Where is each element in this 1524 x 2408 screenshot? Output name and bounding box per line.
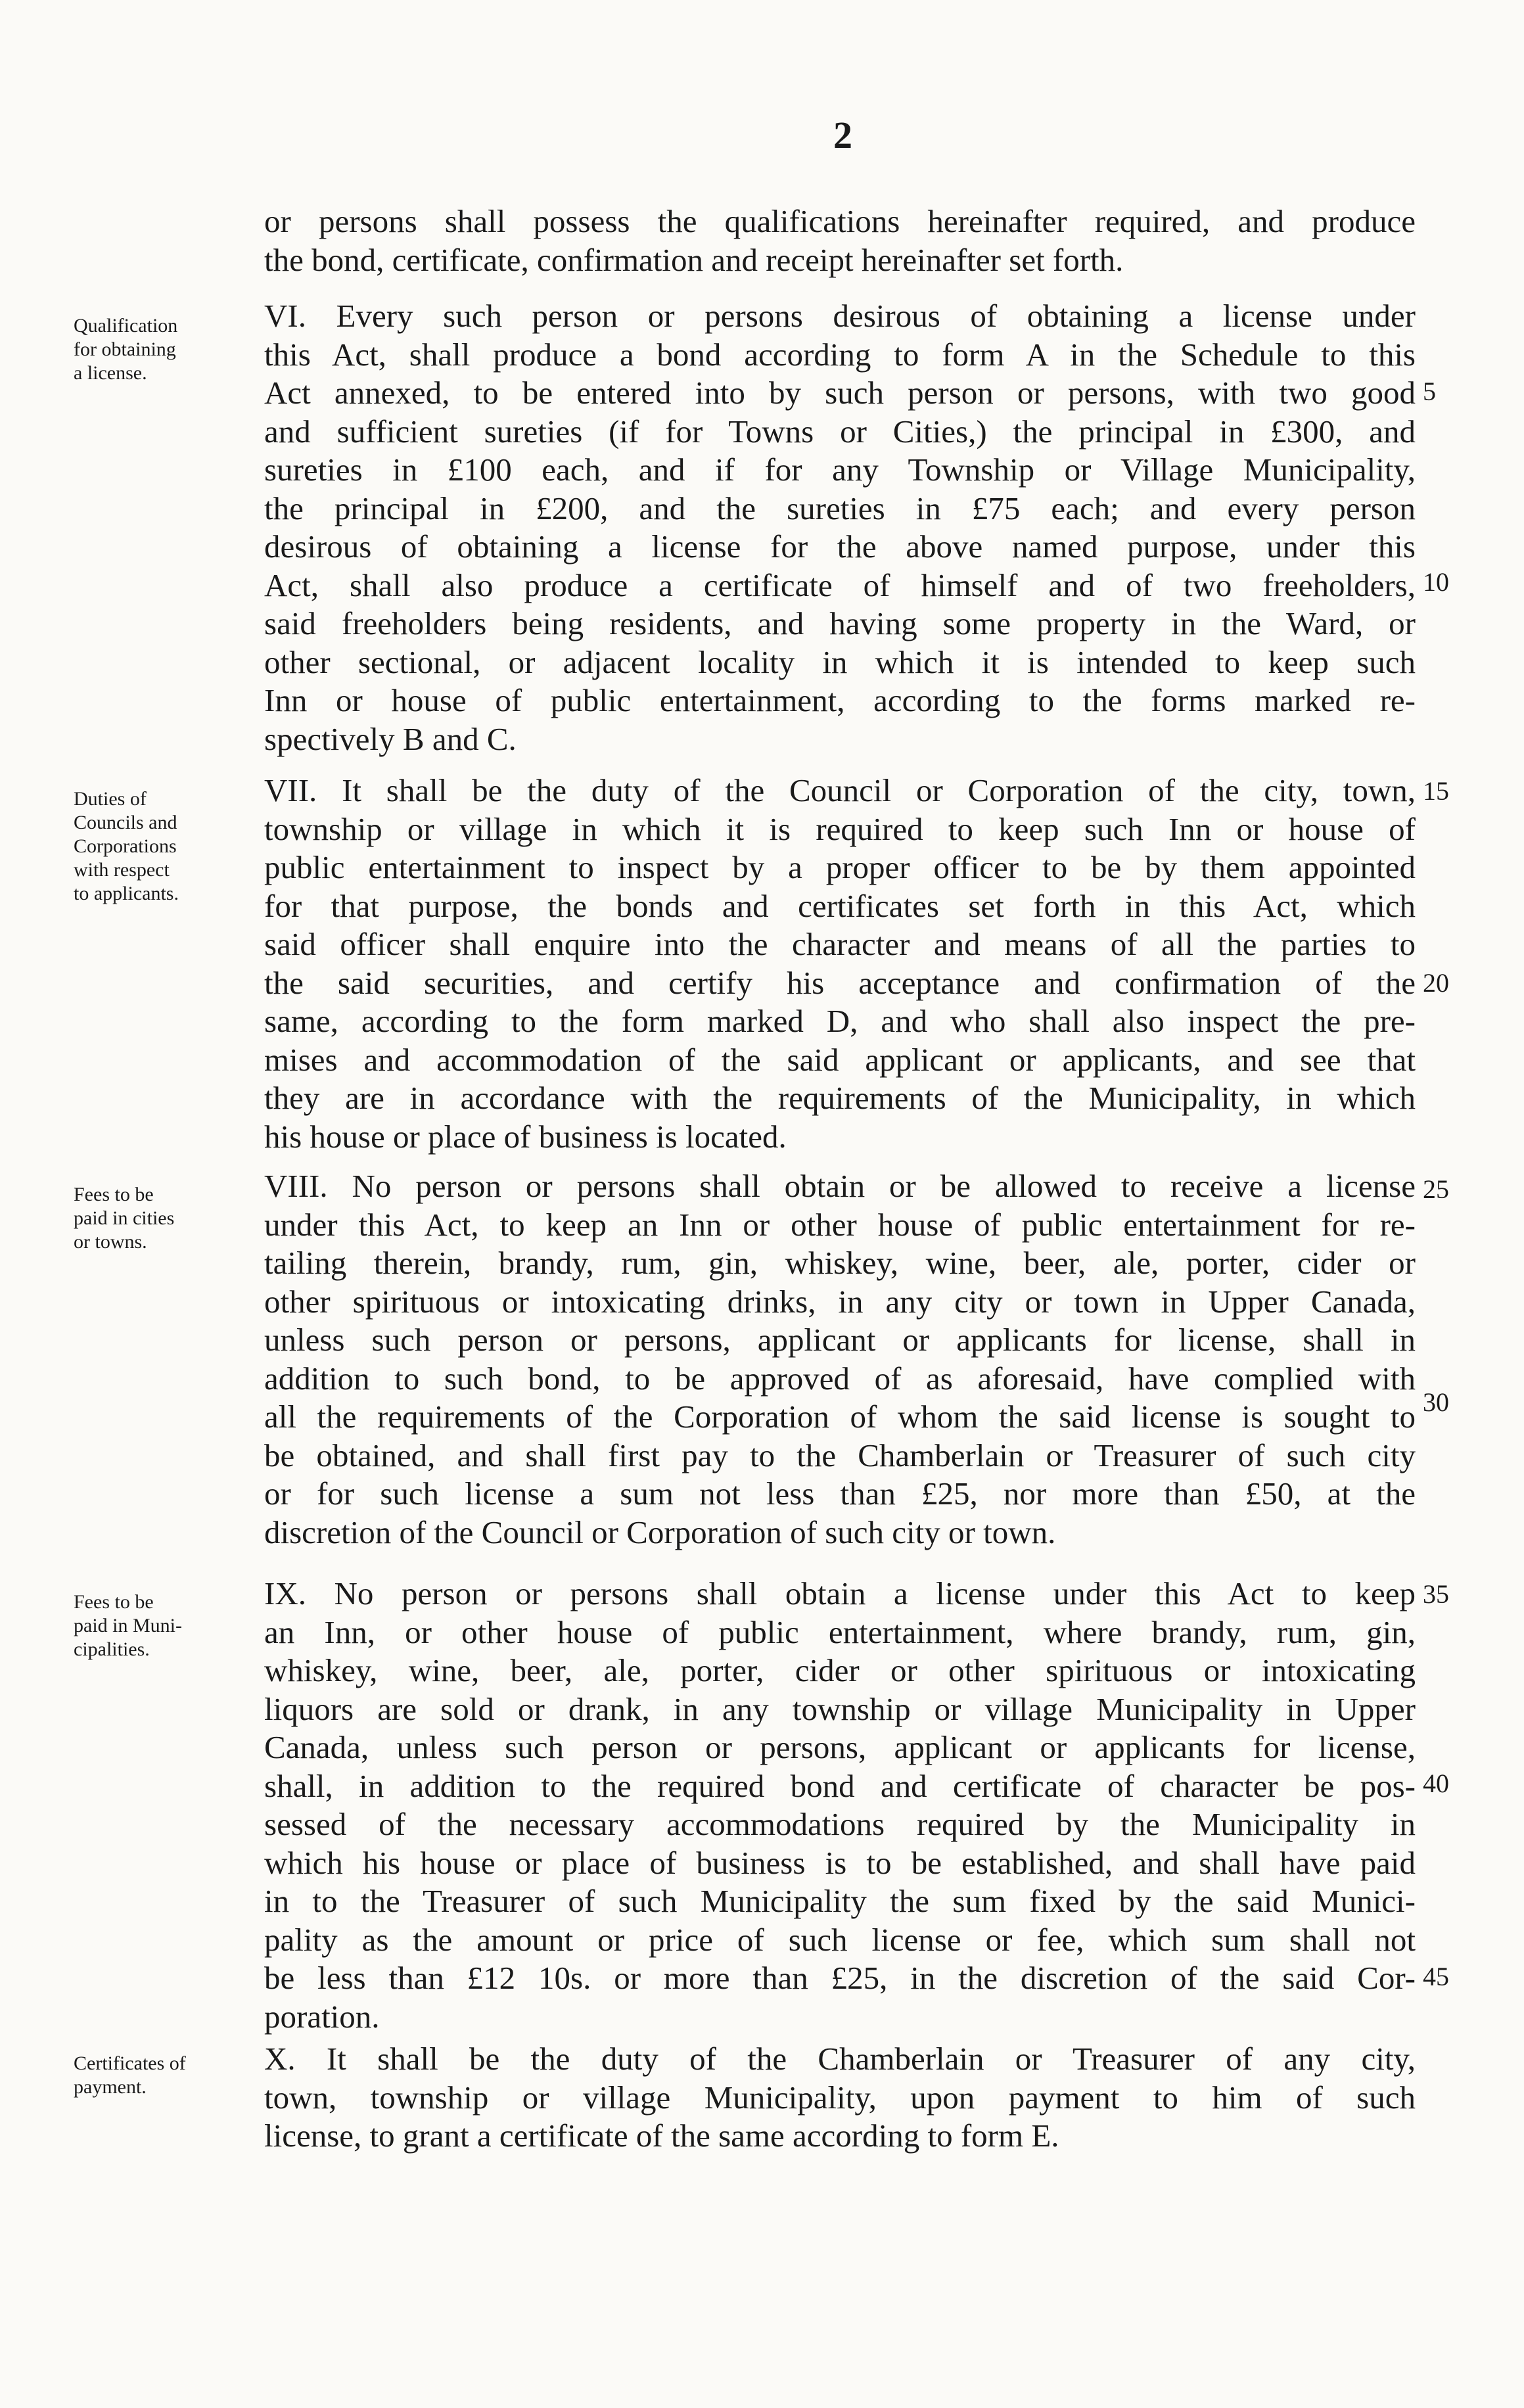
margin-note-line: cipalities. (74, 1638, 150, 1660)
section-vi-paragraph (264, 297, 1416, 758)
margin-note-line: Fees to be (74, 1184, 154, 1205)
margin-note-line: paid in cities (74, 1207, 175, 1229)
margin-note-line: Duties of (74, 788, 147, 810)
text-line: license, to grant a certificate of the same according to form E. (264, 2118, 1059, 2154)
margin-note-line: Qualification (74, 315, 178, 336)
section-viii-paragraph (264, 1167, 1416, 1552)
margin-note-duties (74, 787, 264, 906)
text-line: Inn or house of public entertainment, according to the forms marked re- (264, 682, 1416, 718)
text-line: which his house or place of business is to be established, and shall have paid (264, 1844, 1416, 1881)
text-line: for that purpose, the bonds and certificates set forth in this Act, which (264, 887, 1416, 924)
text-line: all the requirements of the Corporation of whom the said license is sought to (264, 1399, 1416, 1435)
text-line: they are in accordance with the requirements of the Municipality, in which (264, 1080, 1416, 1116)
line-number: 40 (1423, 1769, 1449, 1798)
margin-note-line: a license. (74, 362, 147, 384)
text-line: under this Act, to keep an Inn or other house of public entertainment for re- (264, 1206, 1416, 1243)
section-ix-paragraph (264, 1575, 1416, 2036)
line-number: 30 (1423, 1387, 1449, 1417)
margin-note-line: with respect (74, 859, 170, 881)
margin-note-line: paid in Muni- (74, 1615, 182, 1636)
text-line: said officer shall enquire into the character and means of all the parties to (264, 926, 1416, 962)
text-line: public entertainment to inspect by a proper officer to be by them appointed (264, 849, 1416, 885)
text-line: IX. No person or persons shall obtain a license under this Act to keep (264, 1575, 1416, 1611)
margin-note-line: Councils and (74, 812, 177, 833)
page-number: 2 (833, 114, 852, 156)
text-line: sessed of the necessary accommodations required by the Municipality in (264, 1806, 1416, 1842)
margin-note-line: Fees to be (74, 1591, 154, 1613)
text-line: whiskey, wine, beer, ale, porter, cider or other spirituous or intoxicating (264, 1652, 1416, 1688)
text-line: town, township or village Municipality, upon payment to him of such (264, 2079, 1416, 2116)
text-line: VII. It shall be the duty of the Council or Corporation of the city, town, (264, 772, 1416, 808)
text-line: discretion of the Council or Corporation of such city or town. (264, 1514, 1056, 1550)
line-number: 10 (1423, 567, 1449, 597)
text-line: in to the Treasurer of such Municipality the sum fixed by the said Munici- (264, 1883, 1416, 1919)
margin-note-fees-cities (74, 1183, 264, 1254)
text-line: be less than £12 10s. or more than £25, in the discretion of the said Cor- (264, 1960, 1416, 1996)
text-line: an Inn, or other house of public entertainment, where brandy, rum, gin, (264, 1613, 1416, 1650)
line-number: 35 (1423, 1579, 1449, 1609)
text-line: unless such person or persons, applicant or applicants for license, shall in (264, 1322, 1416, 1358)
text-line: spectively B and C. (264, 720, 517, 757)
text-line: be obtained, and shall first pay to the Chamberlain or Treasurer of such city (264, 1437, 1416, 1473)
text-line: Act, shall also produce a certificate of himself and of two freeholders, (264, 567, 1416, 603)
margin-note-line: to applicants. (74, 883, 179, 904)
text-line: Act annexed, to be entered into by such person or persons, with two good (264, 375, 1416, 411)
text-line: VIII. No person or persons shall obtain or be allowed to receive a license (264, 1168, 1416, 1204)
margin-note-fees-municipalities (74, 1590, 264, 1661)
text-line: the principal in £200, and the sureties in £75 each; and every person (264, 490, 1416, 526)
text-line: same, according to the form marked D, and who shall also inspect the pre- (264, 1003, 1416, 1039)
text-line: or persons shall possess the qualifications hereinafter required, and produce (264, 203, 1416, 239)
text-line: and sufficient sureties (if for Towns or Cities,) the principal in £300, and (264, 413, 1416, 450)
line-number: 45 (1423, 1962, 1449, 1991)
text-line: poration. (264, 1998, 380, 2035)
margin-note-qualification (74, 314, 264, 385)
text-line: or for such license a sum not less than £25, nor more than £50, at the (264, 1475, 1416, 1512)
text-line: VI. Every such person or persons desirous of obtaining a license under (264, 298, 1416, 334)
line-number: 25 (1423, 1174, 1449, 1204)
text-line: tailing therein, brandy, rum, gin, whiskey, wine, beer, ale, porter, cider or (264, 1245, 1416, 1281)
text-line: sureties in £100 each, and if for any Township or Village Municipality, (264, 452, 1416, 488)
text-line: this Act, shall produce a bond according to form A in the Schedule to this (264, 336, 1416, 373)
margin-note-certificates (74, 2052, 264, 2099)
text-line: pality as the amount or price of such license or fee, which sum shall not (264, 1921, 1416, 1958)
text-line: X. It shall be the duty of the Chamberlain or Treasurer of any city, (264, 2041, 1416, 2077)
margin-note-line: or towns. (74, 1231, 147, 1253)
margin-note-line: Corporations (74, 835, 177, 857)
text-line: other sectional, or adjacent locality in which it is intended to keep such (264, 643, 1416, 680)
line-number: 15 (1423, 776, 1449, 806)
line-number: 5 (1423, 377, 1436, 406)
section-x-paragraph (264, 2040, 1416, 2156)
text-line: township or village in which it is required to keep such Inn or house of (264, 810, 1416, 847)
line-number: 20 (1423, 968, 1449, 998)
text-line: desirous of obtaining a license for the above named purpose, under this (264, 528, 1416, 565)
text-line: mises and accommodation of the said applicant or applicants, and see that (264, 1041, 1416, 1078)
text-line: the said securities, and certify his acceptance and confirmation of the (264, 964, 1416, 1001)
text-line: his house or place of business is located. (264, 1118, 787, 1155)
text-line: the bond, certificate, confirmation and receipt hereinafter set forth. (264, 241, 1124, 278)
opening-paragraph (264, 202, 1416, 279)
text-line: shall, in addition to the required bond and certificate of character be pos- (264, 1767, 1416, 1804)
section-vii-paragraph (264, 772, 1416, 1156)
text-line: liquors are sold or drank, in any township or village Municipality in Upper (264, 1690, 1416, 1727)
text-line: Canada, unless such person or persons, applicant or applicants for license, (264, 1729, 1416, 1765)
margin-note-line: for obtaining (74, 338, 176, 360)
margin-note-line: Certificates of (74, 2052, 186, 2074)
text-line: addition to such bond, to be approved of as aforesaid, have complied with (264, 1360, 1416, 1397)
text-line: said freeholders being residents, and having some property in the Ward, or (264, 605, 1416, 641)
text-line: other spirituous or intoxicating drinks, in any city or town in Upper Canada, (264, 1283, 1416, 1320)
margin-note-line: payment. (74, 2076, 147, 2098)
